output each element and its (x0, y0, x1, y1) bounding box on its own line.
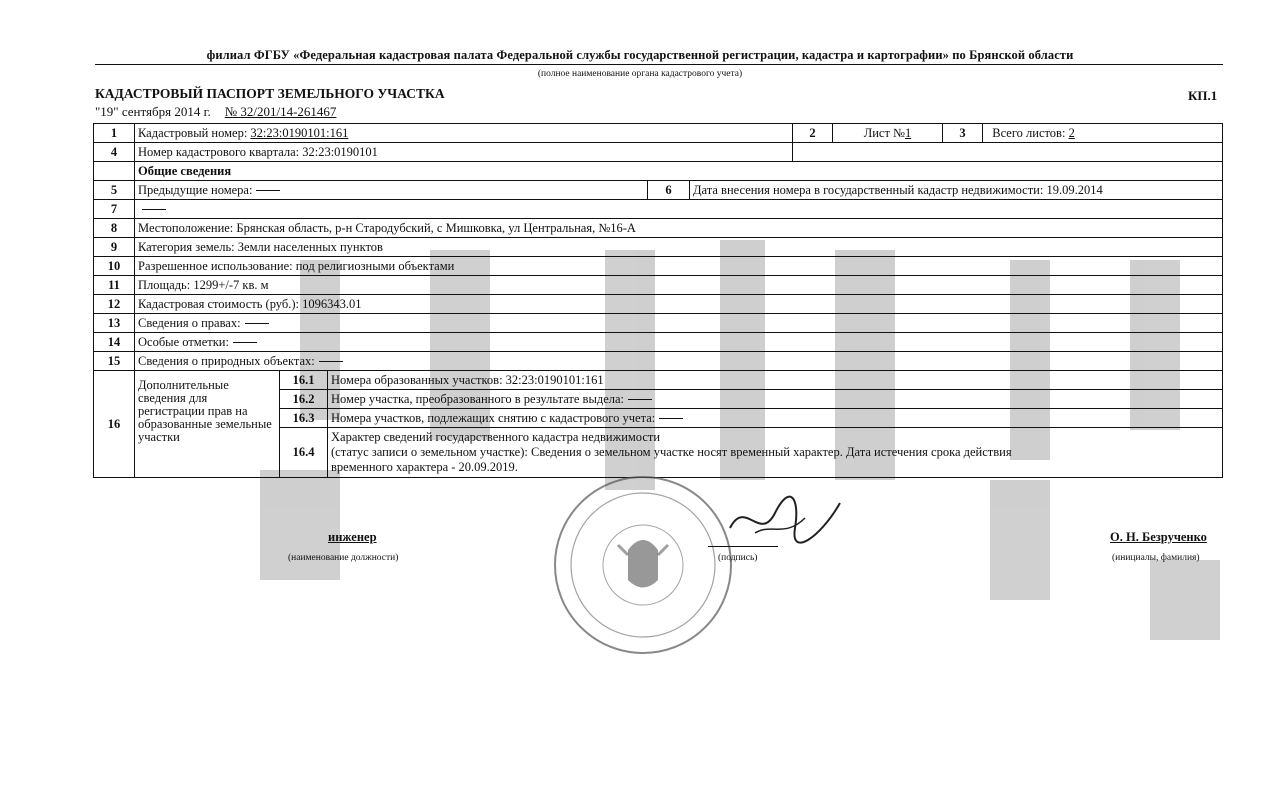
row-12 (94, 295, 1223, 314)
natural-objects: Сведения о природных объектах: (138, 353, 315, 368)
row-7 (94, 200, 1223, 219)
row-16-1 (94, 371, 1223, 390)
special-notes: Особые отметки: (138, 334, 229, 349)
document-date-line (95, 104, 336, 120)
sheet-value: 1 (904, 125, 912, 140)
row-14 (94, 333, 1223, 352)
area: Площадь: 1299+/-7 кв. м (135, 276, 1223, 295)
cadastral-number-cell (135, 124, 793, 143)
dash (256, 190, 280, 191)
transformed-plot-cell (328, 390, 1223, 409)
dash (319, 361, 343, 362)
row-number: 10 (94, 257, 135, 276)
agency-name: филиал ФГБУ «Федеральная кадастровая палата Федеральной службы государственной регистрации, кадастра и картографии» по Брянской области (206, 48, 1074, 62)
transformed-plot: Номер участка, преобразованного в результате выдела: (331, 391, 625, 406)
dash (659, 418, 683, 419)
quarter-number: Номер кадастрового квартала: 32:23:0190101 (135, 143, 793, 162)
previous-numbers-cell (135, 181, 648, 200)
cadastral-number-label: Кадастровый номер: (138, 125, 248, 140)
agency-underline (95, 64, 1223, 65)
row-1 (94, 124, 1223, 143)
row-number: 4 (94, 143, 135, 162)
agency-note: (полное наименование органа кадастрового учета) (537, 69, 743, 79)
previous-numbers-label: Предыдущие номера: (138, 182, 253, 197)
row-10 (94, 257, 1223, 276)
dash (142, 209, 166, 210)
row-number: 12 (94, 295, 135, 314)
row-general (94, 162, 1223, 181)
row-number: 1 (94, 124, 135, 143)
signature-line (708, 546, 778, 547)
form-code: КП.1 (1188, 88, 1218, 103)
row-number: 9 (94, 238, 135, 257)
cadastral-table (93, 123, 1223, 478)
row-9 (94, 238, 1223, 257)
empty-cell (94, 162, 135, 181)
removed-plots-cell (328, 409, 1223, 428)
removed-plots: Номера участков, подлежащих снятию с кадастрового учета: (331, 410, 656, 425)
document-date: "19" сентября 2014 г. (95, 104, 211, 119)
row-number: 16.3 (280, 409, 328, 428)
row-number: 16.2 (280, 390, 328, 409)
row-5 (94, 181, 1223, 200)
sheet-label: Лист № (863, 125, 905, 140)
rights-info: Сведения о правах: (138, 315, 241, 330)
dash (628, 399, 652, 400)
row-number: 16 (94, 371, 135, 478)
row-11 (94, 276, 1223, 295)
row-number: 16.4 (280, 428, 328, 478)
signature-note: (подпись) (718, 553, 758, 563)
permitted-use: Разрешенное использование: под религиозными объектами (135, 257, 1223, 276)
row-number: 3 (943, 124, 983, 143)
location: Местоположение: Брянская область, р-н Стародубский, с Мишковка, ул Центральная, №16-А (135, 219, 1223, 238)
document-number: № 32/201/14-261467 (224, 104, 337, 119)
row-number: 6 (648, 181, 690, 200)
name-note: (инициалы, фамилия) (1112, 553, 1200, 563)
total-sheets-label: Всего листов: (992, 125, 1066, 140)
dash (245, 323, 269, 324)
row-number: 2 (793, 124, 833, 143)
row-number: 14 (94, 333, 135, 352)
formed-plots: Номера образованных участков: 32:23:0190101:161 (328, 371, 1223, 390)
record-status-line-3: временного характера - 20.09.2019. (331, 460, 518, 474)
land-category: Категория земель: Земли населенных пунктов (135, 238, 1223, 257)
record-status-line-2: (статус записи о земельном участке): Сведения о земельном участке носят временный характер. Дата истечения срока действия (331, 445, 1012, 459)
total-sheets-value: 2 (1068, 125, 1075, 140)
row-number: 11 (94, 276, 135, 295)
rights-info-cell (135, 314, 1223, 333)
row-number: 13 (94, 314, 135, 333)
cadastral-value: Кадастровая стоимость (руб.): 1096343.01 (135, 295, 1223, 314)
official-seal (548, 470, 738, 660)
row-7-value (135, 200, 1223, 219)
handwritten-signature (725, 488, 845, 548)
signer-name: О. Н. Безрученко (1110, 530, 1207, 544)
dash (233, 342, 257, 343)
signer-position: инженер (328, 530, 377, 544)
row-number: 8 (94, 219, 135, 238)
general-info-heading: Общие сведения (135, 162, 1223, 181)
record-status (328, 428, 1223, 478)
document-title: КАДАСТРОВЫЙ ПАСПОРТ ЗЕМЕЛЬНОГО УЧАСТКА (95, 86, 445, 101)
sheet-cell (833, 124, 943, 143)
row-15 (94, 352, 1223, 371)
row-number: 16.1 (280, 371, 328, 390)
registration-date: Дата внесения номера в государственный кадастр недвижимости: 19.09.2014 (690, 181, 1223, 200)
cadastral-number-value: 32:23:0190101:161 (250, 125, 349, 140)
row-4 (94, 143, 1223, 162)
natural-objects-cell (135, 352, 1223, 371)
total-sheets-cell (983, 124, 1223, 143)
row-number: 5 (94, 181, 135, 200)
empty-cell (793, 143, 1223, 162)
row-number: 15 (94, 352, 135, 371)
additional-info-label: Дополнительные сведения для регистрации прав на образованные земельные участки (135, 371, 280, 478)
special-notes-cell (135, 333, 1223, 352)
position-note: (наименование должности) (288, 553, 399, 563)
record-status-line-1: Характер сведений государственного кадастра недвижимости (331, 430, 661, 444)
row-13 (94, 314, 1223, 333)
row-number: 7 (94, 200, 135, 219)
row-8 (94, 219, 1223, 238)
